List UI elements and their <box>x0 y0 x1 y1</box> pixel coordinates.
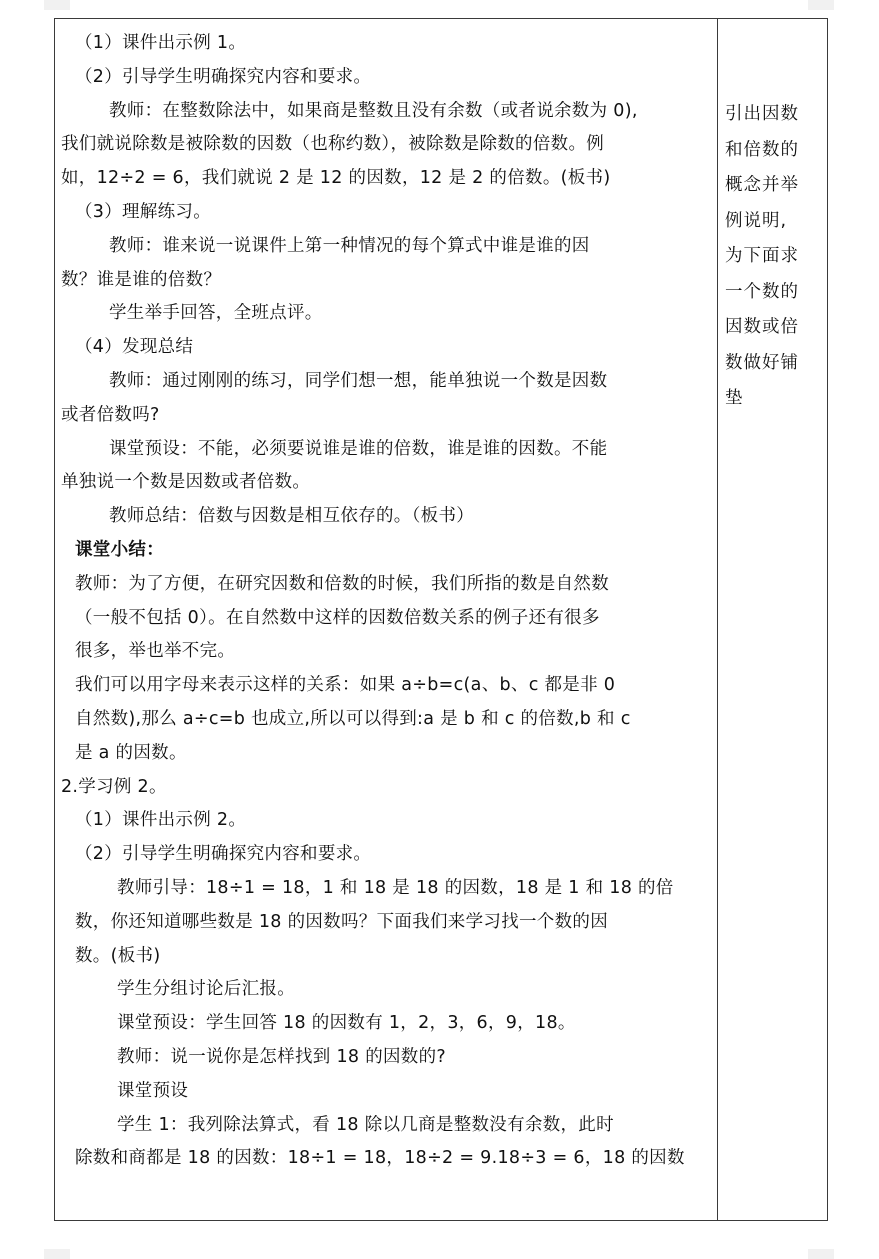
text-line: 是 a 的因数。 <box>75 742 187 763</box>
text-line: 数。(板书) <box>75 945 161 966</box>
text-line: 除数和商都是 18 的因数：18÷1 = 18，18÷2 = 9.18÷3 = 6，18 的因数 <box>75 1148 685 1169</box>
page-corner-mark <box>808 0 834 10</box>
text-line: 教师引导：18÷1 = 18，1 和 18 是 18 的因数，18 是 1 和 18 的倍 <box>117 877 674 898</box>
text-line: 数？谁是谁的倍数？ <box>61 269 222 290</box>
text-line: （3）理解练习。 <box>75 201 212 222</box>
text-line: （一般不包括 0）。在自然数中这样的因数倍数关系的例子还有很多 <box>75 607 600 628</box>
side-note-line: 垫 <box>725 388 744 408</box>
text-line: （2）引导学生明确探究内容和要求。 <box>75 66 372 87</box>
side-note-line: 因数或倍 <box>725 317 799 337</box>
text-line: 2.学习例 2。 <box>61 776 167 797</box>
text-line: 学生分组讨论后汇报。 <box>117 979 295 1000</box>
text-line: 教师：谁来说一说课件上第一种情况的每个算式中谁是谁的因 <box>109 235 590 256</box>
text-line: 课堂预设：不能，必须要说谁是谁的倍数，谁是谁的因数。不能 <box>109 438 608 459</box>
design-intent-column <box>725 97 823 417</box>
side-note-line: 为下面求 <box>725 246 799 266</box>
text-line: 如，12÷2 = 6，我们就说 2 是 12 的因数，12 是 2 的倍数。(板书) <box>61 168 611 189</box>
page-corner-mark <box>808 1249 834 1259</box>
side-note-line: 和倍数的 <box>725 139 799 160</box>
text-line: 教师：说一说你是怎样找到 18 的因数的? <box>117 1046 446 1067</box>
text-line: 课堂预设 <box>117 1080 189 1101</box>
text-line: 单独说一个数是因数或者倍数。 <box>61 472 311 493</box>
column-divider <box>717 19 718 1220</box>
text-line: 教师总结：倍数与因数是相互依存的。（板书） <box>109 506 475 527</box>
text-line: 教师：为了方便，在研究因数和倍数的时候，我们所指的数是自然数 <box>75 573 609 594</box>
side-note-line: 概念并举 <box>725 175 799 195</box>
side-note-line: 例说明, <box>725 210 788 231</box>
text-line: 教师：通过刚刚的练习，同学们想一想，能单独说一个数是因数 <box>109 370 608 391</box>
side-note-line: 数做好铺 <box>725 352 799 373</box>
teaching-process-column <box>61 27 713 1176</box>
section-heading: 课堂小结： <box>75 539 164 560</box>
side-note-line: 一个数的 <box>725 281 799 302</box>
text-line: 教师：在整数除法中，如果商是整数且没有余数（或者说余数为 0), <box>109 100 638 121</box>
text-line: 学生 1：我列除法算式，看 18 除以几商是整数没有余数，此时 <box>117 1114 614 1135</box>
text-line: 自然数),那么 a÷c=b 也成立,所以可以得到:a 是 b 和 c 的倍数,b 和 c <box>75 708 631 729</box>
text-line: （1）课件出示例 1。 <box>75 33 247 53</box>
text-line: （1）课件出示例 2。 <box>75 810 247 831</box>
text-line: 很多，举也举不完。 <box>75 641 236 662</box>
text-line: 数，你还知道哪些数是 18 的因数吗？下面我们来学习找一个数的因 <box>75 911 608 932</box>
text-line: 我们就说除数是被除数的因数（也称约数），被除数是除数的倍数。例 <box>61 134 605 155</box>
side-note-line: 引出因数 <box>725 104 799 124</box>
lesson-plan-table <box>54 18 828 1221</box>
text-line: （4）发现总结 <box>75 337 194 358</box>
text-line: 或者倍数吗? <box>61 404 160 425</box>
text-line: 课堂预设：学生回答 18 的因数有 1，2，3，6，9，18。 <box>117 1013 576 1034</box>
text-line: 我们可以用字母来表示这样的关系：如果 a÷b=c(a、b、c 都是非 0 <box>75 675 616 696</box>
page-corner-mark <box>44 0 70 10</box>
text-line: （2）引导学生明确探究内容和要求。 <box>75 844 372 865</box>
text-line: 学生举手回答，全班点评。 <box>109 303 323 324</box>
page-corner-mark <box>44 1249 70 1259</box>
